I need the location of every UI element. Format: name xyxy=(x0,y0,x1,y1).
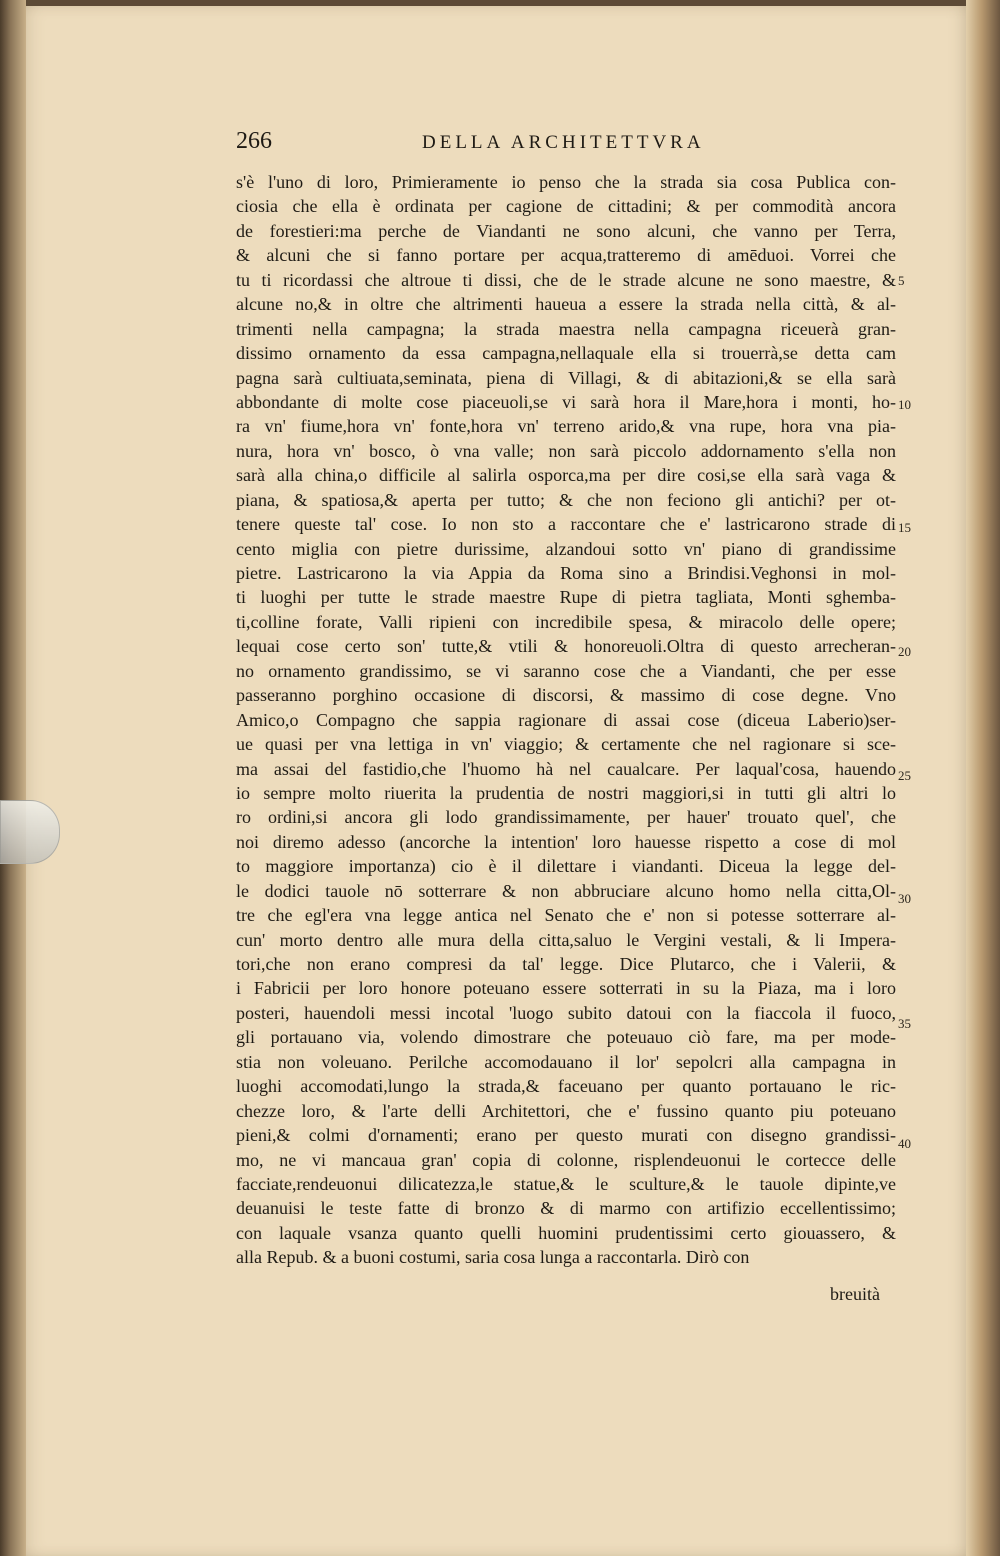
text-line: stia non voleuano. Perilche accomodauano il lor' sepolcri alla campagna in xyxy=(236,1051,896,1072)
catchword: breuità xyxy=(830,1284,880,1304)
text-line: chezze loro, & l'arte delli Architettori, che e' fussino quanto piu poteuano xyxy=(236,1100,896,1121)
margin-line-number: 30 xyxy=(898,891,911,906)
text-line: ti,colline forate, Valli ripieni con incredibile spesa, & miracolo delle opere; xyxy=(236,611,896,632)
text-line: tu ti ricordassi che altroue ti dissi, che de le strade alcune ne sono maestre, & xyxy=(236,269,896,290)
text-line: ma assai del fastidio,che l'huomo hà nel caualcare. Per laqual'cosa, hauendo xyxy=(236,758,896,779)
text-line: nura, hora vn' bosco, ò vna valle; non sarà piccolo addornamento s'ella non xyxy=(236,440,896,461)
text-line: abbondante di molte cose piaceuoli,se vi sarà hora il Mare,hora i monti, ho- xyxy=(236,391,896,412)
text-line: s'è l'uno di loro, Primieramente io penso che la strada sia cosa Publica con- xyxy=(236,172,896,192)
text-line: passeranno porghino occasione di discorsi, & massimo di cose degne. Vno xyxy=(236,685,896,706)
margin-line-number: 25 xyxy=(898,768,911,783)
margin-line-number: 5 xyxy=(898,273,905,288)
text-line: ti luoghi per tutte le strade maestre Rupe di pietra tagliata, Monti sghemba- xyxy=(236,587,896,608)
text-line: piana, & spatiosa,& aperta per tutto; & che non feciono gli antichi? per ot- xyxy=(236,489,896,510)
text-line: de forestieri:ma perche de Viandanti ne sono alcuni, che vanno per Terra, xyxy=(236,220,896,241)
text-line: cun' morto dentro alle mura della citta,saluo le Vergini vestali, & li Impera- xyxy=(236,929,896,950)
text-line: posteri, hauendoli messi incotal 'luogo subito datoui con la fiaccola il fuoco, xyxy=(236,1002,896,1023)
text-line: facciate,rendeuonui dilicatezza,le statue,& le sculture,& le tauole dipinte,ve xyxy=(236,1173,896,1194)
page-clip xyxy=(0,800,60,864)
text-line: alcune no,& in oltre che altrimenti haueua a essere la strada nella città, & al- xyxy=(236,294,896,315)
text-line: no ornamento grandissimo, se vi saranno cose che a Viandanti, che per esse xyxy=(236,660,896,681)
text-line: lequai cose certo son' tutte,& vtili & honoreuoli.Oltra di questo arrecheran- xyxy=(236,636,896,657)
text-line: dissimo ornamento da essa campagna,nellaquale ella si trouerrà,se detta cam xyxy=(236,343,896,364)
margin-line-number: 35 xyxy=(898,1016,911,1031)
text-line: tenere queste tal' cose. Io non sto a raccontare che e' lastricarono strade di xyxy=(236,514,896,535)
text-line: con laquale vsanza quanto quelli huomini prudentissimi certo giouassero, & xyxy=(236,1222,896,1243)
text-line: ciosia che ella è ordinata per cagione de cittadini; & per commodità ancora xyxy=(236,196,896,217)
text-line: io sempre molto riuerita la prudentia de nostri maggiori,si in tutti gli altri lo xyxy=(236,782,896,803)
running-head xyxy=(236,128,896,162)
margin-line-number: 20 xyxy=(898,644,911,659)
text-line: to maggiore importanza) cio è il dilettare i viandanti. Diceua la legge del- xyxy=(236,856,896,877)
margin-line-number: 10 xyxy=(898,397,911,412)
margin-line-number: 15 xyxy=(898,520,911,535)
text-line: pieni,& colmi d'ornamenti; erano per questo murati con disegno grandissi- xyxy=(236,1125,896,1146)
text-line: ue quasi per vna lettiga in vn' viaggio; & certamente che nel ragionare si sce- xyxy=(236,734,896,755)
book-fore-edge xyxy=(966,0,1000,1556)
text-line: Amico,o Compagno che sappia ragionare di assai cose (diceua Laberio)ser- xyxy=(236,709,896,730)
text-line: ro ordini,si ancora gli lodo grandissimamente, per hauer' trouato quel', che xyxy=(236,807,896,828)
text-line: gli portauano via, volendo dimostrare che poteuauo ciò fare, ma per mode- xyxy=(236,1027,896,1048)
text-line: sarà alla china,o difficile al salirla osporca,ma per dire cosi,se ella sarà vaga & xyxy=(236,465,896,486)
text-line: tre che egl'era vna legge antica nel Senato che e' non si potesse sotterrare al- xyxy=(236,905,896,926)
text-line: le dodici tauole nō sotterrare & non abbruciare alcuno homo nella citta,Ol- xyxy=(236,880,896,901)
text-line: i Fabricii per loro honore poteuano essere sotterrati in su la Piaza, ma i loro xyxy=(236,978,896,999)
text-line: tori,che non erano compresi da tal' legge. Dice Plutarco, che i Valerii, & xyxy=(236,954,896,974)
text-line: trimenti nella campagna; la strada maestra nella campagna riceuerà gran- xyxy=(236,318,896,339)
page-number: 266 xyxy=(236,128,272,154)
text-line: mo, ne vi mancaua gran' copia di colonne, risplendeuonui le cortecce delle xyxy=(236,1149,896,1170)
text-line: ra vn' fiume,hora vn' fonte,hora vn' terreno arido,& vna rupe, hora vna pia- xyxy=(236,416,896,437)
book-gutter-edge xyxy=(0,0,26,1556)
text-line: alla Repub. & a buoni costumi, saria cosa lunga a raccontarla. Dirò con xyxy=(236,1247,750,1268)
text-line: luoghi accomodati,lungo la strada,& faceuano per quanto portauano le ric- xyxy=(236,1076,896,1097)
text-line: deuanuisi le teste fatte di bronzo & di marmo con artifizio eccellentissimo; xyxy=(236,1198,896,1219)
text-line: noi diremo adesso (ancorche la intention' loro hauesse rispetto a cose di mol xyxy=(236,831,896,852)
text-line: & alcuni che si fanno portare per acqua,tratteremo di amēduoi. Vorrei che xyxy=(236,245,896,266)
text-line: pagna sarà cultiuata,seminata, piena di Villagi, & di abitazioni,& se ella sarà xyxy=(236,367,896,388)
text-line: cento miglia con pietre durissime, alzandoui sotto vn' piano di grandissime xyxy=(236,538,896,559)
text-line: pietre. Lastricarono la via Appia da Roma sino a Brindisi.Veghonsi in mol- xyxy=(236,563,896,583)
margin-line-number: 40 xyxy=(898,1136,911,1151)
header-title: DELLA ARCHITETTVRA xyxy=(422,132,705,153)
body-text xyxy=(236,170,896,1270)
